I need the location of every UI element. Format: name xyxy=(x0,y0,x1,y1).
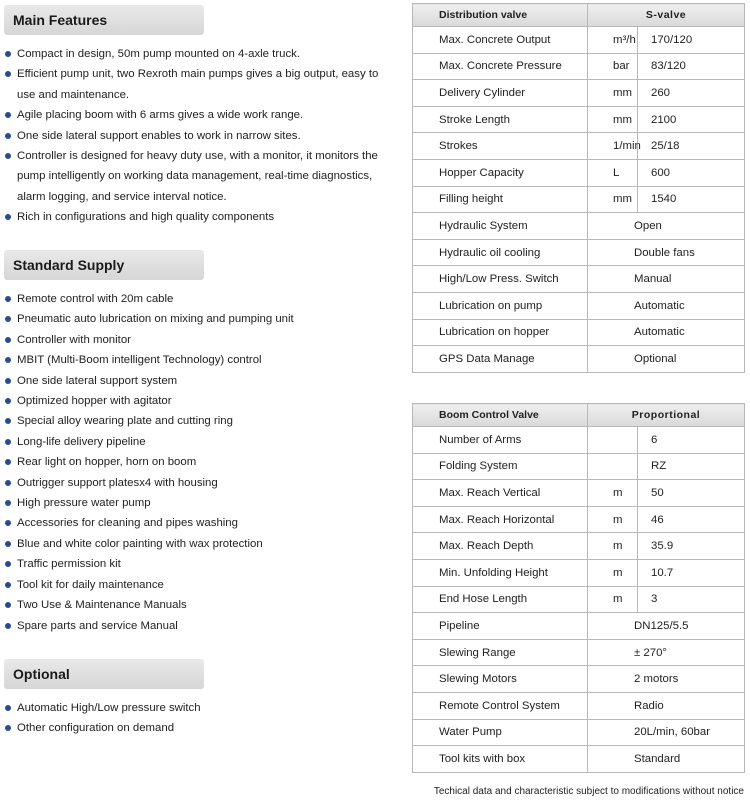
row-label: Hydraulic oil cooling xyxy=(413,239,588,266)
table-row xyxy=(413,639,745,666)
row-value: Double fans xyxy=(588,239,745,266)
table-row xyxy=(413,666,745,693)
row-label: Slewing Range xyxy=(413,639,588,666)
row-value: 260 xyxy=(638,80,745,107)
row-label: Slewing Motors xyxy=(413,666,588,693)
row-value: 10.7 xyxy=(638,559,745,586)
list-item: One side lateral support system xyxy=(0,371,395,391)
row-value: 6 xyxy=(638,427,745,454)
table-row xyxy=(413,266,745,293)
row-label: Hopper Capacity xyxy=(413,159,588,186)
table-header-right: Proportional xyxy=(588,404,745,427)
list-item: Agile placing boom with 6 arms gives a wide work range. xyxy=(0,105,395,125)
row-unit: mm xyxy=(588,106,638,133)
list-item: Pneumatic auto lubrication on mixing and pumping unit xyxy=(0,309,395,329)
table-row xyxy=(413,106,745,133)
list-item: Rich in configurations and high quality components xyxy=(0,207,395,227)
list-item: Optimized hopper with agitator xyxy=(0,391,395,411)
optional-heading: Optional xyxy=(4,659,204,689)
footnote: Techical data and characteristic subject to modifications without notice xyxy=(433,786,744,797)
row-unit: m xyxy=(588,559,638,586)
row-unit: mm xyxy=(588,186,638,213)
row-label: Water Pump xyxy=(413,719,588,746)
list-item: Blue and white color painting with wax protection xyxy=(0,534,395,554)
table-row xyxy=(413,692,745,719)
row-label: Hydraulic System xyxy=(413,213,588,240)
row-label: Remote Control System xyxy=(413,692,588,719)
table-header-left: Boom Control Valve xyxy=(413,404,588,427)
row-value: 25/18 xyxy=(638,133,745,160)
row-value: 2 motors xyxy=(588,666,745,693)
list-item: Outrigger support platesx4 with housing xyxy=(0,473,395,493)
distribution-valve-table xyxy=(412,3,745,373)
row-value: Automatic xyxy=(588,292,745,319)
table-row xyxy=(413,719,745,746)
row-unit: m xyxy=(588,506,638,533)
list-item: Traffic permission kit xyxy=(0,554,395,574)
row-label: Folding System xyxy=(413,453,588,480)
table-row xyxy=(413,159,745,186)
table-row xyxy=(413,427,745,454)
row-value: Manual xyxy=(588,266,745,293)
standard-supply-heading: Standard Supply xyxy=(4,250,204,280)
row-value: Radio xyxy=(588,692,745,719)
table-row xyxy=(413,586,745,613)
list-item: Compact in design, 50m pump mounted on 4-axle truck. xyxy=(0,44,395,64)
table-header-row xyxy=(413,404,745,427)
row-label: Lubrication on pump xyxy=(413,292,588,319)
row-value: Optional xyxy=(588,346,745,373)
table-row xyxy=(413,133,745,160)
row-unit: L xyxy=(588,159,638,186)
table-row xyxy=(413,292,745,319)
list-item: Long-life delivery pipeline xyxy=(0,432,395,452)
standard-supply-list xyxy=(0,289,395,636)
table-row xyxy=(413,613,745,640)
table-row xyxy=(413,213,745,240)
row-label: Max. Reach Horizontal xyxy=(413,506,588,533)
table-header-row xyxy=(413,4,745,27)
table-row xyxy=(413,53,745,80)
row-unit: m xyxy=(588,533,638,560)
main-features-list xyxy=(0,44,395,228)
row-label: Number of Arms xyxy=(413,427,588,454)
row-label: Max. Reach Depth xyxy=(413,533,588,560)
row-label: Min. Unfolding Height xyxy=(413,559,588,586)
table-row xyxy=(413,746,745,773)
row-unit: m³/h xyxy=(588,27,638,54)
list-item: Other configuration on demand xyxy=(0,718,395,738)
list-item: Controller is designed for heavy duty use, with a monitor, it monitors the pump intelligently on working data management, real-time diagnostics, alarm logging, and service interval notice. xyxy=(0,146,395,207)
table-row xyxy=(413,346,745,373)
table-row xyxy=(413,559,745,586)
list-item: Automatic High/Low pressure switch xyxy=(0,698,395,718)
row-label: Delivery Cylinder xyxy=(413,80,588,107)
table-row xyxy=(413,319,745,346)
list-item: Remote control with 20m cable xyxy=(0,289,395,309)
row-label: Max. Concrete Pressure xyxy=(413,53,588,80)
optional-list xyxy=(0,698,395,739)
row-unit: m xyxy=(588,480,638,507)
row-label: GPS Data Manage xyxy=(413,346,588,373)
row-label: Max. Reach Vertical xyxy=(413,480,588,507)
row-value: RZ xyxy=(638,453,745,480)
row-value: 50 xyxy=(638,480,745,507)
list-item: Rear light on hopper, horn on boom xyxy=(0,452,395,472)
list-item: Efficient pump unit, two Rexroth main pumps gives a big output, easy to use and maintenance. xyxy=(0,64,395,105)
row-value: 20L/min, 60bar xyxy=(588,719,745,746)
row-value: 2100 xyxy=(638,106,745,133)
main-features-heading: Main Features xyxy=(4,5,204,35)
list-item: Accessories for cleaning and pipes washing xyxy=(0,513,395,533)
list-item: Spare parts and service Manual xyxy=(0,616,395,636)
list-item: MBIT (Multi-Boom intelligent Technology) control xyxy=(0,350,395,370)
table-row xyxy=(413,480,745,507)
table-header-left: Distribution valve xyxy=(413,4,588,27)
row-unit xyxy=(588,453,638,480)
row-value: 600 xyxy=(638,159,745,186)
row-label: Filling height xyxy=(413,186,588,213)
row-value: Standard xyxy=(588,746,745,773)
list-item: Two Use & Maintenance Manuals xyxy=(0,595,395,615)
table-row xyxy=(413,533,745,560)
table-header-right: S-valve xyxy=(588,4,745,27)
row-value: 1540 xyxy=(638,186,745,213)
row-unit: mm xyxy=(588,80,638,107)
row-unit: m xyxy=(588,586,638,613)
row-label: Pipeline xyxy=(413,613,588,640)
table-row xyxy=(413,80,745,107)
table-row xyxy=(413,506,745,533)
table-row xyxy=(413,186,745,213)
list-item: Tool kit for daily maintenance xyxy=(0,575,395,595)
row-value: ± 270° xyxy=(588,639,745,666)
row-label: Strokes xyxy=(413,133,588,160)
list-item: High pressure water pump xyxy=(0,493,395,513)
row-unit xyxy=(588,427,638,454)
row-label: Max. Concrete Output xyxy=(413,27,588,54)
table-row xyxy=(413,453,745,480)
table-row xyxy=(413,27,745,54)
list-item: Controller with monitor xyxy=(0,330,395,350)
row-value: 3 xyxy=(638,586,745,613)
row-label: Tool kits with box xyxy=(413,746,588,773)
row-label: End Hose Length xyxy=(413,586,588,613)
row-unit: 1/min xyxy=(588,133,638,160)
list-item: One side lateral support enables to work in narrow sites. xyxy=(0,126,395,146)
row-value: 170/120 xyxy=(638,27,745,54)
row-value: 35.9 xyxy=(638,533,745,560)
row-unit: bar xyxy=(588,53,638,80)
row-value: 46 xyxy=(638,506,745,533)
row-label: High/Low Press. Switch xyxy=(413,266,588,293)
row-label: Lubrication on hopper xyxy=(413,319,588,346)
boom-control-table xyxy=(412,403,745,773)
row-label: Stroke Length xyxy=(413,106,588,133)
table-row xyxy=(413,239,745,266)
row-value: Automatic xyxy=(588,319,745,346)
row-value: DN125/5.5 xyxy=(588,613,745,640)
row-value: 83/120 xyxy=(638,53,745,80)
row-value: Open xyxy=(588,213,745,240)
list-item: Special alloy wearing plate and cutting ring xyxy=(0,411,395,431)
